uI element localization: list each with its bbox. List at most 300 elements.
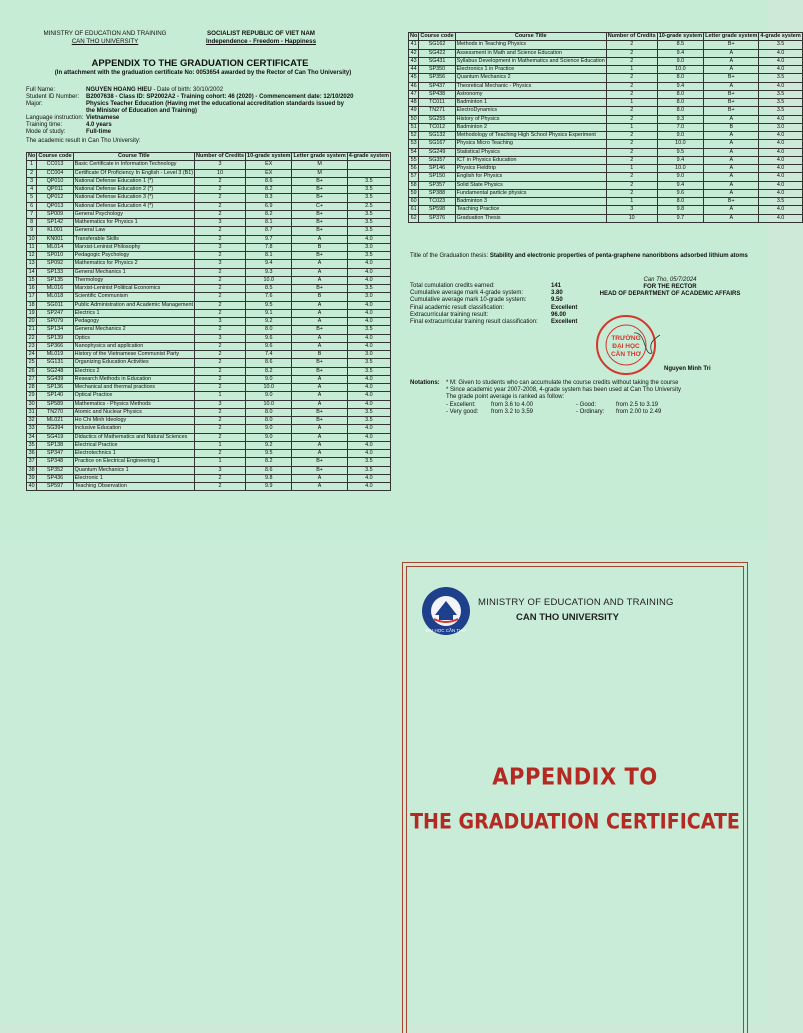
cell-4-grade: 4.0 bbox=[347, 309, 390, 317]
cell-4-grade: 3.5 bbox=[347, 177, 390, 185]
cell-10-grade: 9.6 bbox=[246, 334, 292, 342]
cell-10-grade: 10.0 bbox=[246, 400, 292, 408]
cell-code: SP138 bbox=[37, 441, 73, 449]
summary-label: Cumulative average mark 4-grade system: bbox=[410, 290, 524, 297]
cell-no: 11 bbox=[27, 243, 37, 251]
cell-4-grade: 4.0 bbox=[347, 276, 390, 284]
cell-10-grade: 9.4 bbox=[246, 260, 292, 268]
cell-code: SP134 bbox=[37, 326, 73, 334]
table-row bbox=[27, 243, 391, 251]
cell-10-grade: 8.0 bbox=[657, 99, 703, 107]
cell-10-grade: 7.8 bbox=[246, 243, 292, 251]
cell-credits: 2 bbox=[195, 326, 246, 334]
cell-code: SG422 bbox=[419, 49, 455, 57]
cell-credits: 2 bbox=[195, 177, 246, 185]
rank-row bbox=[446, 402, 766, 409]
summary-block bbox=[410, 283, 577, 326]
cell-letter: B bbox=[292, 351, 347, 359]
cell-letter: A bbox=[292, 260, 347, 268]
cell-10-grade: 9.0 bbox=[246, 425, 292, 433]
cell-10-grade: 8.2 bbox=[246, 186, 292, 194]
cell-credits: 2 bbox=[195, 235, 246, 243]
cell-credits: 2 bbox=[195, 351, 246, 359]
cell-4-grade: 4.0 bbox=[759, 173, 802, 181]
cell-no: 14 bbox=[27, 268, 37, 276]
cell-credits: 1 bbox=[195, 458, 246, 466]
cell-letter: A bbox=[292, 474, 347, 482]
cell-10-grade: 8.1 bbox=[246, 252, 292, 260]
cell-letter: A bbox=[292, 425, 347, 433]
cell-no: 5 bbox=[27, 194, 37, 202]
summary-value: 96.00 bbox=[551, 311, 567, 318]
cell-10-grade: 8.6 bbox=[246, 359, 292, 367]
rank-cell: from 3.2 to 3.59 bbox=[491, 408, 534, 415]
cell-letter: A bbox=[704, 49, 759, 57]
table-header-row bbox=[27, 153, 391, 161]
cell-credits: 2 bbox=[606, 173, 657, 181]
cell-title: Nanophysics and application bbox=[73, 342, 194, 350]
table-row bbox=[27, 400, 391, 408]
cell-credits: 2 bbox=[195, 276, 246, 284]
table-row bbox=[27, 458, 391, 466]
rank-cell: from 2.5 to 3.19 bbox=[616, 401, 659, 408]
cell-4-grade: 4.0 bbox=[347, 342, 390, 350]
cell-credits: 3 bbox=[195, 334, 246, 342]
cell-title: Syllabus Development in Mathematics and Science Education bbox=[456, 57, 605, 64]
table-row bbox=[27, 326, 391, 334]
cell-letter: A bbox=[292, 433, 347, 441]
table-row bbox=[27, 268, 391, 276]
cell-title: Electrics 2 bbox=[73, 367, 194, 375]
cell-no: 37 bbox=[27, 458, 37, 466]
cell-code: SG011 bbox=[37, 301, 73, 309]
cell-10-grade: 9.4 bbox=[657, 181, 703, 189]
cell-4-grade: 3.5 bbox=[347, 252, 390, 260]
cover-title-line-1: APPENDIX TO bbox=[492, 763, 658, 791]
table-row bbox=[27, 309, 391, 317]
table-row bbox=[27, 474, 391, 482]
cell-no: 6 bbox=[27, 202, 37, 210]
header-title: Course Title bbox=[455, 33, 606, 41]
cell-no: 61 bbox=[409, 206, 419, 214]
summary-label: Total cumulation credits earned: bbox=[410, 283, 495, 289]
table-row bbox=[27, 301, 391, 309]
cell-no: 40 bbox=[27, 483, 37, 491]
table-row bbox=[409, 140, 803, 148]
rank-row bbox=[446, 409, 766, 416]
cell-10-grade: 9.5 bbox=[657, 148, 703, 156]
cell-credits: 1 bbox=[606, 198, 657, 206]
cell-credits: 1 bbox=[195, 441, 246, 449]
table-row bbox=[27, 194, 391, 202]
table-row bbox=[27, 219, 391, 227]
cell-10-grade: 8.5 bbox=[246, 285, 292, 293]
cell-letter: B+ bbox=[292, 194, 347, 202]
table-row bbox=[27, 483, 391, 491]
cell-no: 12 bbox=[27, 252, 37, 260]
cell-letter: B+ bbox=[704, 99, 759, 107]
cell-10-grade: 9.2 bbox=[246, 318, 292, 326]
cell-4-grade: 3.5 bbox=[347, 458, 390, 466]
cell-credits: 2 bbox=[195, 268, 246, 276]
notation-line: * M: Given to students who can accumulate the course credits without taking the course bbox=[446, 380, 679, 386]
thesis-label: Title of the Graduation thesis: bbox=[410, 253, 490, 259]
cell-no: 42 bbox=[409, 49, 419, 57]
cell-code: SP247 bbox=[37, 309, 73, 317]
cell-4-grade: 4.0 bbox=[759, 189, 802, 197]
cell-code: SP597 bbox=[37, 483, 73, 491]
cell-letter: A bbox=[292, 276, 347, 284]
table-row bbox=[409, 66, 803, 74]
table-row bbox=[27, 466, 391, 474]
cell-no: 17 bbox=[27, 293, 37, 301]
cell-letter: A bbox=[292, 375, 347, 383]
cell-code: TC011 bbox=[419, 99, 455, 107]
cell-4-grade: 4.0 bbox=[347, 392, 390, 400]
cell-no: 33 bbox=[27, 425, 37, 433]
cell-title: Badminton 3 bbox=[455, 198, 606, 206]
cell-10-grade: 9.3 bbox=[657, 115, 703, 123]
cell-4-grade: 3.5 bbox=[759, 41, 802, 49]
cell-credits: 1 bbox=[606, 123, 657, 131]
cell-code: ML018 bbox=[37, 293, 73, 301]
table-row bbox=[27, 318, 391, 326]
cell-letter: A bbox=[704, 82, 759, 90]
table-row bbox=[27, 334, 391, 342]
cell-4-grade: 4.0 bbox=[347, 474, 390, 482]
cell-title: ElectroDynamics bbox=[455, 107, 606, 115]
cell-title: Transferable Skills bbox=[73, 235, 194, 243]
cell-credits: 2 bbox=[606, 49, 657, 57]
cell-4-grade: 4.0 bbox=[347, 433, 390, 441]
cell-title: Quantum Mechanics 2 bbox=[455, 74, 606, 82]
cell-letter: A bbox=[704, 156, 759, 164]
cell-no: 48 bbox=[409, 99, 419, 107]
cell-code: QP013 bbox=[37, 202, 73, 210]
cell-no: 20 bbox=[27, 318, 37, 326]
summary-row bbox=[410, 305, 577, 312]
cell-title: Scientific Communism bbox=[73, 293, 194, 301]
cell-code: KN001 bbox=[37, 235, 73, 243]
cell-title: National Defense Education 3 (*) bbox=[73, 194, 194, 202]
cell-code: SP133 bbox=[37, 268, 73, 276]
rank-cell: - Excellent: bbox=[446, 401, 476, 408]
cell-letter: A bbox=[704, 57, 759, 65]
cell-10-grade: EX bbox=[246, 169, 292, 177]
cell-title: General Mechanics 2 bbox=[73, 326, 194, 334]
cell-10-grade: 9.7 bbox=[246, 235, 292, 243]
cell-code: ML016 bbox=[37, 285, 73, 293]
cell-no: 7 bbox=[27, 210, 37, 218]
cell-letter: A bbox=[704, 132, 759, 140]
cell-10-grade: 9.0 bbox=[246, 433, 292, 441]
cell-code: SP135 bbox=[37, 276, 73, 284]
cell-10-grade: 9.0 bbox=[657, 132, 703, 140]
cell-title: Physics Micro Teaching bbox=[455, 140, 606, 148]
cell-no: 45 bbox=[409, 74, 419, 82]
cell-no: 53 bbox=[409, 140, 419, 148]
cell-code: SG162 bbox=[419, 41, 455, 49]
table-row bbox=[27, 384, 391, 392]
table-row bbox=[409, 148, 803, 156]
cell-letter: B bbox=[292, 293, 347, 301]
cell-no: 24 bbox=[27, 351, 37, 359]
cell-10-grade: 8.0 bbox=[246, 417, 292, 425]
cell-credits: 2 bbox=[195, 433, 246, 441]
table-row bbox=[27, 252, 391, 260]
cell-no: 57 bbox=[409, 173, 419, 181]
cell-4-grade: 3.5 bbox=[347, 210, 390, 218]
table-row bbox=[409, 115, 803, 123]
cell-code: SP436 bbox=[37, 474, 73, 482]
cell-4-grade: 3.5 bbox=[347, 326, 390, 334]
cell-code: SP146 bbox=[419, 165, 455, 173]
cell-title: Methods in Teaching Physics bbox=[455, 41, 606, 49]
cell-title: General Psychology bbox=[73, 210, 194, 218]
cell-letter: A bbox=[704, 214, 759, 222]
seal-line-3: CẦN THƠ bbox=[610, 351, 642, 358]
cell-title: Certificate Of Proficiency In English - Level 3 (B1) bbox=[74, 169, 194, 176]
cell-credits: 1 bbox=[606, 165, 657, 173]
cell-title: Statistical Physics bbox=[455, 148, 606, 156]
table-row bbox=[409, 181, 803, 189]
summary-label: Final academic result classification: bbox=[410, 304, 505, 311]
cell-code: TN271 bbox=[419, 107, 455, 115]
cell-credits: 1 bbox=[606, 99, 657, 107]
thesis-title bbox=[410, 253, 750, 260]
cell-credits: 2 bbox=[606, 90, 657, 98]
cell-letter: A bbox=[704, 206, 759, 214]
cell-credits: 2 bbox=[195, 293, 246, 301]
official-seal-icon bbox=[594, 313, 658, 377]
cell-code: CC013 bbox=[37, 161, 73, 169]
cell-title: Solid State Physics bbox=[455, 181, 606, 189]
cell-4-grade: 4.0 bbox=[347, 483, 390, 491]
cell-letter: A bbox=[704, 140, 759, 148]
table-row bbox=[409, 189, 803, 197]
cell-code: SP352 bbox=[37, 466, 73, 474]
cell-10-grade: 7.0 bbox=[657, 123, 703, 131]
table-row bbox=[27, 202, 391, 210]
cell-10-grade: 7.4 bbox=[246, 351, 292, 359]
table-body-right bbox=[409, 41, 803, 223]
cell-credits: 2 bbox=[195, 285, 246, 293]
cover-university: CAN THO UNIVERSITY bbox=[516, 612, 619, 623]
cell-10-grade: 9.0 bbox=[657, 57, 703, 65]
cell-code: ML019 bbox=[37, 351, 73, 359]
table-row bbox=[27, 260, 391, 268]
cell-no: 43 bbox=[409, 57, 419, 65]
header-4-grade: 4-grade system bbox=[760, 33, 801, 40]
signature-block bbox=[560, 277, 780, 298]
cell-title: Electrical Practice bbox=[73, 441, 194, 449]
cell-code: SP350 bbox=[419, 66, 455, 74]
cell-no: 8 bbox=[27, 219, 37, 227]
cell-credits: 10 bbox=[606, 214, 657, 222]
university-name: CAN THO UNIVERSITY bbox=[71, 38, 139, 45]
cell-4-grade: 4.0 bbox=[347, 384, 390, 392]
cell-letter: B bbox=[704, 123, 759, 131]
cell-letter: B+ bbox=[704, 74, 759, 82]
cell-letter: B+ bbox=[292, 219, 347, 227]
cell-4-grade: 4.0 bbox=[759, 206, 802, 214]
cell-credits: 3 bbox=[195, 260, 246, 268]
cell-10-grade: 8.0 bbox=[657, 90, 703, 98]
cell-title: Mathematics - Physics Methods bbox=[73, 400, 194, 408]
cell-title: ICT in Physics Education bbox=[455, 156, 606, 164]
cell-10-grade: 8.2 bbox=[246, 210, 292, 218]
cell-4-grade: 4.0 bbox=[347, 301, 390, 309]
cell-title: Theoretical Mechanic - Physics bbox=[455, 82, 606, 90]
cell-title: Astronomy bbox=[455, 90, 606, 98]
cell-title: National Defense Education 4 (*) bbox=[73, 202, 194, 210]
result-intro: The academic result in Can Tho University: bbox=[26, 138, 141, 144]
cell-code: SG167 bbox=[419, 140, 455, 148]
cell-10-grade: 8.3 bbox=[246, 194, 292, 202]
cell-10-grade: 9.2 bbox=[246, 441, 292, 449]
cell-4-grade: 3.5 bbox=[347, 359, 390, 367]
cell-code: SG131 bbox=[37, 359, 73, 367]
cover-ministry: MINISTRY OF EDUCATION AND TRAINING bbox=[478, 597, 674, 608]
cell-no: 59 bbox=[409, 189, 419, 197]
cell-4-grade: 3.5 bbox=[759, 107, 802, 115]
cell-credits: 2 bbox=[606, 181, 657, 189]
cell-letter: A bbox=[292, 384, 347, 392]
cell-no: 15 bbox=[27, 276, 37, 284]
cell-no: 49 bbox=[409, 107, 419, 115]
cell-4-grade: 3.5 bbox=[347, 194, 390, 202]
summary-row bbox=[410, 290, 577, 297]
cell-title: Marxist-Leninist Political Economics bbox=[73, 285, 194, 293]
cell-code: KL001 bbox=[37, 227, 73, 235]
cell-code: SP437 bbox=[419, 82, 455, 90]
table-row bbox=[27, 177, 391, 185]
cell-10-grade: 9.7 bbox=[657, 214, 703, 222]
header-no: No bbox=[28, 153, 36, 160]
cell-10-grade: 10.0 bbox=[657, 140, 703, 148]
cell-code: SP079 bbox=[37, 318, 73, 326]
cell-letter: A bbox=[704, 66, 759, 74]
cell-4-grade: 3.5 bbox=[347, 367, 390, 375]
cell-10-grade: 9.0 bbox=[246, 375, 292, 383]
header-credits: Number of Credits bbox=[607, 33, 656, 40]
cell-no: 29 bbox=[27, 392, 37, 400]
header-no: No bbox=[410, 33, 418, 40]
cell-credits: 2 bbox=[195, 342, 246, 350]
cell-credits: 2 bbox=[606, 189, 657, 197]
cell-4-grade: 3.5 bbox=[759, 99, 802, 107]
cell-letter: A bbox=[704, 181, 759, 189]
table-row bbox=[409, 82, 803, 90]
cell-letter: A bbox=[292, 235, 347, 243]
cell-no: 52 bbox=[409, 132, 419, 140]
cell-credits: 2 bbox=[195, 425, 246, 433]
cell-4-grade: 3.0 bbox=[347, 351, 390, 359]
cell-code: TC012 bbox=[419, 123, 455, 131]
cell-credits: 2 bbox=[606, 57, 657, 65]
cell-credits: 2 bbox=[606, 132, 657, 140]
table-row bbox=[409, 198, 803, 206]
cell-code: SP009 bbox=[37, 210, 73, 218]
cell-4-grade: 4.0 bbox=[759, 49, 802, 57]
table-row bbox=[27, 186, 391, 194]
cell-credits: 3 bbox=[195, 400, 246, 408]
table-row bbox=[27, 367, 391, 375]
cell-10-grade: 8.2 bbox=[246, 458, 292, 466]
cell-10-grade: 9.6 bbox=[657, 189, 703, 197]
cell-credits: 2 bbox=[606, 115, 657, 123]
cell-code: SG248 bbox=[37, 367, 73, 375]
cell-credits: 2 bbox=[195, 359, 246, 367]
cell-credits: 2 bbox=[195, 384, 246, 392]
table-row bbox=[27, 235, 391, 243]
cell-title: Electronic 1 bbox=[73, 474, 194, 482]
cell-no: 13 bbox=[27, 260, 37, 268]
cell-no: 54 bbox=[409, 148, 419, 156]
cell-10-grade: 6.9 bbox=[246, 202, 292, 210]
cell-title: Electrics 1 bbox=[73, 309, 194, 317]
cell-10-grade: 9.4 bbox=[657, 82, 703, 90]
cell-credits: 3 bbox=[195, 466, 246, 474]
cell-credits: 2 bbox=[195, 301, 246, 309]
cell-4-grade bbox=[347, 169, 390, 177]
cell-10-grade: 9.8 bbox=[246, 474, 292, 482]
cell-credits: 2 bbox=[195, 202, 246, 210]
cell-no: 27 bbox=[27, 375, 37, 383]
cell-code: SG357 bbox=[419, 156, 455, 164]
table-row bbox=[27, 276, 391, 284]
cell-title: Pedagogy bbox=[73, 318, 194, 326]
cell-credits: 2 bbox=[195, 375, 246, 383]
cell-code: SG132 bbox=[419, 132, 455, 140]
cell-no: 46 bbox=[409, 82, 419, 90]
table-row bbox=[409, 206, 803, 214]
rank-cell: from 2.00 to 2.49 bbox=[616, 408, 662, 415]
cell-code: SG431 bbox=[419, 57, 455, 65]
cell-letter: C+ bbox=[292, 202, 347, 210]
cell-title: Mathematics for Physics 1 bbox=[73, 219, 194, 227]
logo-text: ĐẠI HỌC CẦN THƠ bbox=[425, 628, 467, 633]
cell-10-grade: 7.6 bbox=[246, 293, 292, 301]
summary-label: Extracurricular training result: bbox=[410, 311, 489, 318]
cell-letter: A bbox=[704, 115, 759, 123]
cell-letter: B+ bbox=[704, 90, 759, 98]
summary-value: 141 bbox=[551, 283, 562, 289]
cell-title: Thermology bbox=[73, 276, 194, 284]
table-row bbox=[409, 41, 803, 49]
cell-no: 2 bbox=[27, 169, 37, 177]
summary-label: Cumulative average mark 10-grade system: bbox=[410, 297, 527, 304]
notations-label: Notations: bbox=[410, 380, 440, 386]
cell-4-grade: 3.5 bbox=[347, 408, 390, 416]
cell-letter: M bbox=[292, 169, 347, 177]
summary-row bbox=[410, 283, 577, 290]
header-10-grade: 10-grade system bbox=[247, 153, 291, 160]
cell-no: 25 bbox=[27, 359, 37, 367]
cell-10-grade: 9.9 bbox=[246, 483, 292, 491]
table-row bbox=[409, 57, 803, 65]
header-title: Course Title bbox=[73, 153, 194, 161]
cell-4-grade: 4.0 bbox=[347, 400, 390, 408]
cell-no: 1 bbox=[27, 161, 37, 169]
signer-name: Nguyen Minh Tri bbox=[664, 366, 711, 372]
info-training-time: Training time: 4.0 years bbox=[26, 122, 112, 128]
cell-4-grade: 4.0 bbox=[759, 132, 802, 140]
cell-no: 34 bbox=[27, 433, 37, 441]
cell-credits: 2 bbox=[606, 41, 657, 49]
cell-credits: 2 bbox=[195, 483, 246, 491]
cell-4-grade: 4.0 bbox=[759, 156, 802, 164]
